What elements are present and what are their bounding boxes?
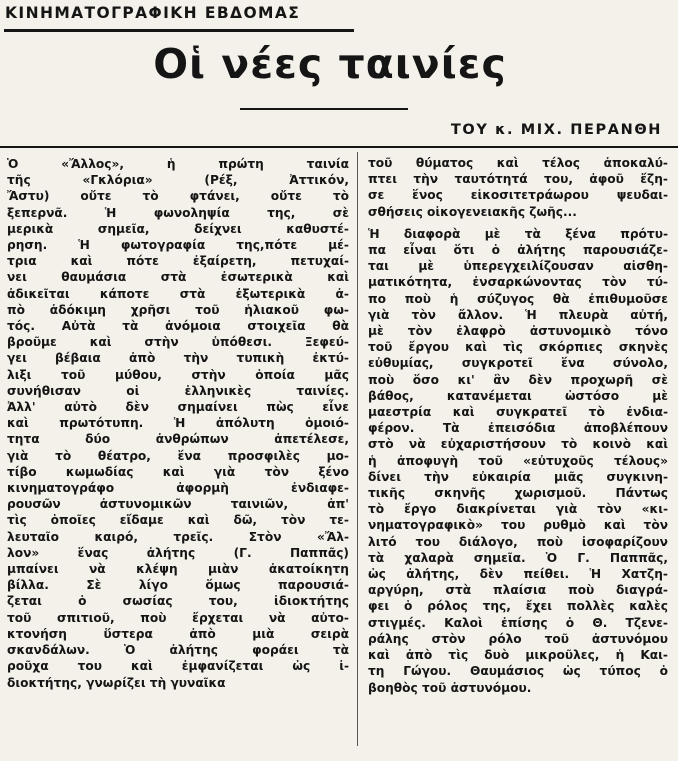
section-header-rule — [4, 29, 354, 32]
text-line: μερικὰ σημεῖα, δείχνει καθυστέ- — [7, 221, 349, 236]
text-line: τοῦ σπιτιοῦ, ποὺ ἔρχεται νὰ αὐτο- — [7, 610, 349, 625]
column-1 — [7, 156, 349, 691]
headline-rule — [240, 108, 408, 110]
text-line: ζεται ὁ σωσίας του, ἰδιοκτήτης — [7, 594, 349, 609]
text-line: ρηση. Ἡ φωτογραφία της,πότε μέ- — [7, 238, 349, 253]
text-line: μαεστρία καὶ συγκρατεῖ τὸ ἐνδια- — [368, 405, 668, 420]
text-line: στιγμές. Καλοὶ ἐπίσης ὁ Θ. Τζενε- — [368, 615, 668, 630]
text-line: γιὰ τὸν ἄλλον. Ἡ πλευρὰ αὐτή, — [368, 307, 668, 322]
paragraph-1 — [7, 156, 349, 691]
text-line: τη Γώγου. Θαυμάσιος ὡς τύπος ὁ — [368, 664, 668, 679]
text-line: δίνει τὴν εὐκαιρία μιᾶς συγκινη- — [368, 469, 668, 484]
section-header: ΚΙΝΗΜΑΤΟΓΡΑΦΙΚΗ ΕΒΔΟΜΑΣ — [5, 4, 301, 22]
text-line: Ἀλλ' αὐτὸ δὲν σημαίνει πὼς εἶνε — [7, 400, 349, 415]
text-line: φέρον. Τὰ ἐπεισόδια ἀποβλέπουν — [368, 421, 668, 436]
text-line: σθήσεις οἰκογενειακῆς ζωῆς... — [368, 204, 577, 219]
text-line: νει θαυμάσια στὰ ἐσωτερικὰ καὶ — [7, 270, 349, 285]
text-line: διοκτήτης, γνωρίζει τὴ γυναῖκα — [7, 675, 226, 690]
headline: Οἱ νέες ταινίες — [153, 40, 507, 88]
text-line: τικῆς σκηνῆς χωρισμοῦ. Πάντως — [368, 486, 668, 501]
text-line: καὶ πρωτότυπη. Ἡ ἀπόλυτη ὁμοιό- — [7, 416, 349, 431]
text-line: κινηματογράφο ἀφορμὴ ἐνδιαφε- — [7, 481, 349, 496]
text-line: ποὺ ὅσο κι' ἂν δὲν προχωρῆ σὲ — [368, 372, 668, 387]
text-line: γιὰ τὸ θέατρο, ἕνα προσφιλὲς μο- — [7, 448, 349, 463]
text-line: πα εἶναι ὅτι ὁ ἀλήτης παρουσιάζε- — [368, 243, 668, 258]
text-line: κτονήση ὕστερα ἀπὸ μιὰ σειρὰ — [7, 626, 349, 641]
text-line: ρουσῶν ἀστυνομικῶν ταινιῶν, ἀπ' — [7, 497, 349, 512]
text-line: βάθος, κατανέμεται ὡστόσο μὲ — [368, 388, 668, 403]
byline: ΤΟΥ κ. ΜΙΧ. ΠΕΡΑΝΘΗ — [450, 122, 662, 138]
text-line: μὲ τὸν ἐλαφρὸ ἀστυνομικὸ τόνο — [368, 324, 668, 339]
paragraph-2 — [368, 155, 668, 220]
text-line: ξεπερνᾶ. Ἡ φωνοληψία της, σὲ — [7, 205, 349, 220]
text-line: βοηθὸς τοῦ ἀστυνόμου. — [368, 680, 532, 695]
text-line: πὸ ἀδόκιμη χρῆσι τοῦ ἡλιακοῦ φω- — [7, 302, 349, 317]
text-line: λευταῖο καιρό, τρεῖς. Στὸν «Ἄλ- — [7, 529, 349, 544]
text-line: φει ὁ ρόλος της, ἔχει πολλὲς καλὲς — [368, 599, 668, 614]
text-line: τρια καὶ πότε ἐξαίρετη, πετυχαί- — [7, 254, 349, 269]
text-line: σε ἕνος εἰκοσιτετράωρου ψευδαι- — [368, 188, 668, 203]
text-line: τοῦ θύματος καὶ τέλος ἀποκαλύ- — [368, 156, 668, 170]
paragraph-3 — [368, 226, 668, 696]
text-line: ὡς ἀλήτης, δὲν πείθει. Ἡ Χατζη- — [368, 567, 668, 582]
text-line: τὶς ὁποῖες εἴδαμε καὶ δῶ, τὸν τε- — [7, 513, 349, 528]
text-line: βροῦμε καὶ στὴν ὑπόθεσι. Ξεφεύ- — [7, 335, 349, 350]
column-divider — [357, 152, 358, 746]
text-line: πτει τὴν ταυτότητά του, ἀφοῦ ἔζη- — [368, 172, 668, 187]
text-line: λον» ἕνας ἀλήτης (Γ. Παππᾶς) — [7, 545, 349, 560]
text-line: εὐθυμίας, συγκροτεῖ ἕνα σύνολο, — [368, 356, 668, 371]
text-line: Ἄστυ) οὔτε τὸ φτάνει, οὔτε τὸ — [7, 189, 349, 204]
text-line: στὸ νὰ εὐχαριστήσουν τὸ κοινὸ καὶ — [368, 437, 668, 452]
text-line: τῆς «Γκλόρια» (Ρέξ, Ἀττικόν, — [7, 173, 349, 188]
text-line: ται μὲ ὑπερεγχειλίζουσαν αἰσθη- — [368, 259, 668, 274]
text-line: καὶ ἀπὸ τὶς δυὸ μικροῦλες, ἡ Και- — [368, 648, 668, 663]
text-line: τοῦ ἔργου καὶ τὶς σκόρπιες σκηνὲς — [368, 340, 668, 355]
text-line: ἀδικεῖται κάποτε στὰ ἐξωτερικὰ ἀ- — [7, 286, 349, 301]
text-line: ἡ ἀποφυγὴ τοῦ «εὐτυχοῦς τέλους» — [368, 453, 668, 468]
text-line: ροῦχα του καὶ ἐμφανίζεται ὡς ἰ- — [7, 659, 349, 674]
text-line: βίλλα. Σὲ λίγο ὅμως παρουσιά- — [7, 578, 349, 593]
column-2 — [368, 155, 668, 696]
text-line: νηματογραφικὸ» του ρυθμὸ καὶ τὸν — [368, 518, 668, 533]
text-line: τός. Αὐτὰ τὰ ἀνόμοια στοιχεῖα θὰ — [7, 319, 349, 334]
text-line: ματικότητα, ἐνσαρκώνοντας τὸν τύ- — [368, 275, 668, 290]
text-line: Ἡ διαφορὰ μὲ τὰ ξένα πρότυ- — [368, 226, 668, 241]
text-line: γει βέβαια ἀπὸ τὴν τυπικὴ ἐκτύ- — [7, 351, 349, 366]
text-line: μπαίνει νὰ κλέψη μιὰν ἀκατοίκητη — [7, 562, 349, 577]
text-line: τητα δύο ἀνθρώπων ἀπετέλεσε, — [7, 432, 349, 447]
text-line: πο ποὺ ἡ σύζυγος θὰ ἐπιθυμοῦσε — [368, 291, 668, 306]
text-line: αργύρη, στὰ πλαίσια ποὺ διαγρά- — [368, 583, 668, 598]
text-line: τὰ χαλαρὰ σημεῖα. Ὁ Γ. Παππᾶς, — [368, 550, 668, 565]
text-line: συνήθισαν οἱ ἑλληνικὲς ταινίες. — [7, 383, 349, 398]
text-line: σκανδάλων. Ὁ ἀλήτης φοράει τὰ — [7, 643, 349, 658]
text-line: Ὁ «Ἄλλος», ἡ πρώτη ταινία — [7, 157, 349, 171]
text-line: λιξι τοῦ μύθου, στὴν ὁποία μᾶς — [7, 367, 349, 382]
text-line: λιτό του διάλογο, ποὺ ἰσοφαρίζουν — [368, 534, 668, 549]
byline-rule — [0, 146, 678, 148]
text-line: τίβο κωμωδίας καὶ γιὰ τὸν ξένο — [7, 464, 349, 479]
text-line: τὸ ἔργο διακρίνεται γιὰ τὸν «κι- — [368, 502, 668, 517]
text-line: ράλης στὸν ρόλο τοῦ ἀστυνόμου — [368, 631, 668, 646]
